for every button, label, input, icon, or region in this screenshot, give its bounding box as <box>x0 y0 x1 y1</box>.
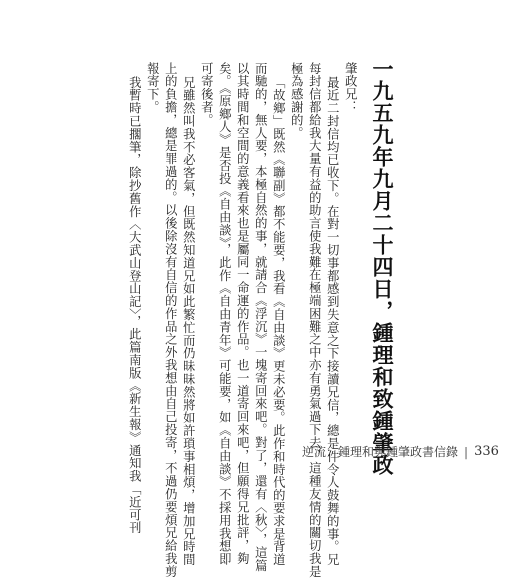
text-column-1: 肇政兄： <box>343 62 358 114</box>
text-column-6: 而馳的，無人要，本極自然的事，就請合《浮沉》一塊寄回來吧。對了，還有〈秋〉，這篇 <box>253 62 268 572</box>
text-column-9: 可寄後者。 <box>199 62 214 127</box>
text-column-13: 我暫時已擱筆，除抄舊作〈大武山登山記〉，此篇南版《新生報》通知我「近可刊 <box>127 76 142 535</box>
text-column-8: 矣。《原鄉人》是否投《自由談》，此作《自由青年》可能要，如《自由談》不採用我想即 <box>217 62 232 566</box>
page-number: 336 <box>474 444 499 459</box>
text-column-2: 最近二封信均已收下。在對一切事都感到失意之下接讀兄信，總是件令人鼓舞的事。兄 <box>325 76 340 567</box>
letter-title: 一九五九年九月二十四日，鍾理和致鍾肇政 <box>370 58 395 476</box>
text-column-4: 極為感謝的。 <box>289 62 304 140</box>
running-head-book-title: 逆流：鍾理和與鍾肇政書信錄 <box>302 445 459 459</box>
text-column-7: 以其時間和空間的意義看來也是屬同一命運的作品。也一道寄回來吧，但願得兄批評，夠 <box>235 62 250 566</box>
text-column-11: 上的負擔，總是罪過的。以後除沒有自信的作品之外我想由自己投寄，不過仍要煩兄給我剪 <box>163 62 178 578</box>
text-column-5: 「故鄉」既然《聯副》都不能要，我看《自由談》更未必要。此作和時代的要求是背道 <box>271 76 286 567</box>
text-column-3: 每封信都給我大量有益的助言使我難在極端困難之中亦有勇氣過下去，這種友情的關切我是 <box>307 62 322 578</box>
page-footer <box>302 443 499 460</box>
footer-separator: | <box>464 444 469 459</box>
text-column-12: 報寄下。 <box>145 62 160 114</box>
text-column-10: 兄雖然叫我不必客氣，但既然知道兄如此繁忙而仍昧昧然將如許瑣事相煩，增加兄時間 <box>181 76 196 567</box>
